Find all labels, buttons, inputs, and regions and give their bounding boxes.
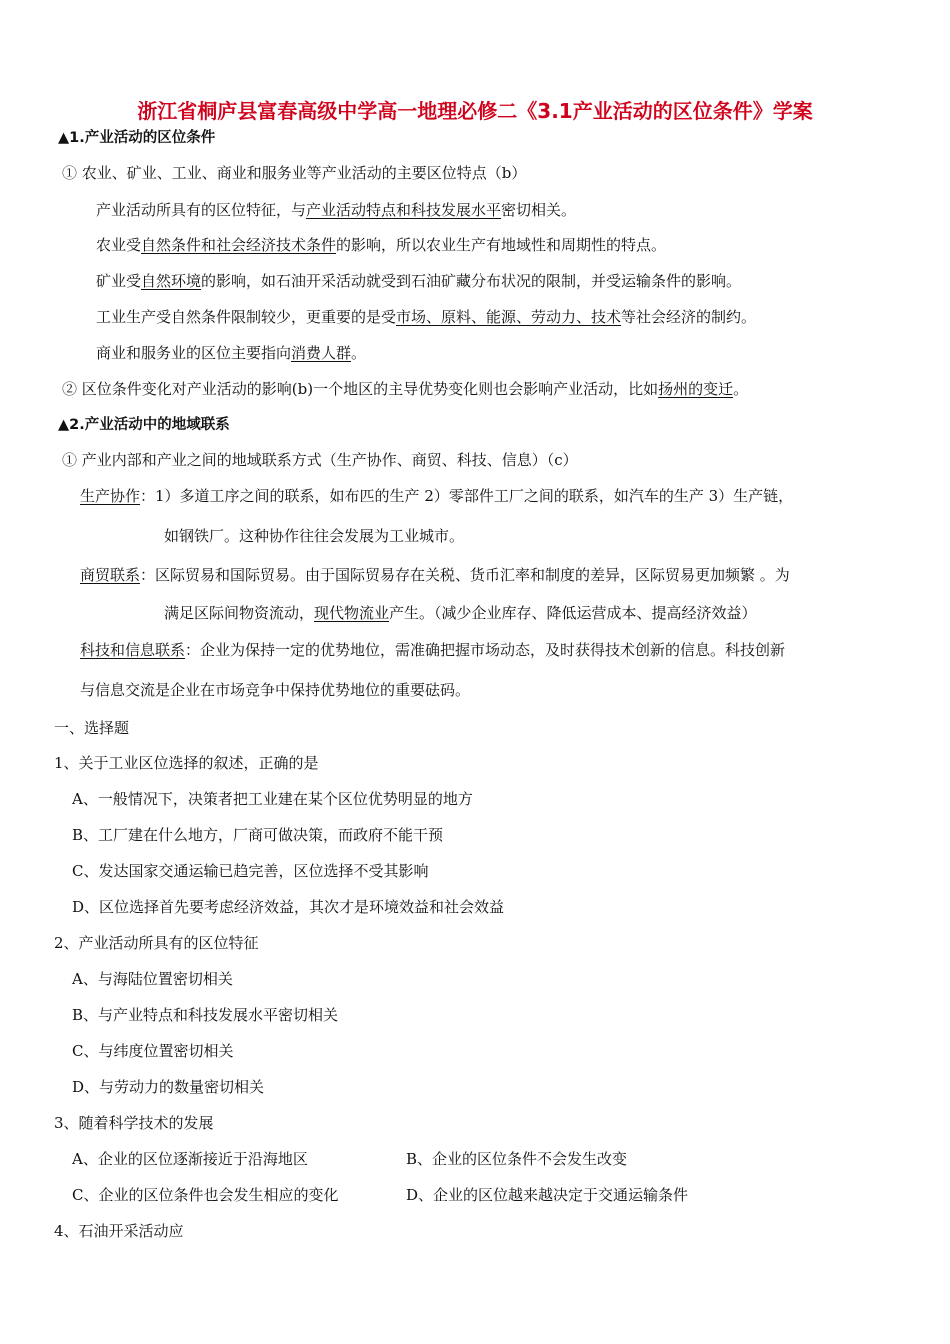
- question-3-option-c: C、企业的区位条件也会发生相应的变化: [72, 1186, 339, 1204]
- underlined-term: 自然条件和社会经济技术条件: [141, 236, 337, 254]
- section-2-production-cooperation-cont: 如钢铁厂。这种协作往往会发展为工业城市。: [164, 527, 465, 545]
- section-1-heading: ▲1.产业活动的区位条件: [58, 130, 216, 146]
- section-1-point-1: ① 农业、矿业、工业、商业和服务业等产业活动的主要区位特点（b）: [62, 164, 527, 182]
- section-2-trade-links: [80, 565, 790, 585]
- question-1-option-b: B、工厂建在什么地方，厂商可做决策，而政府不能干预: [72, 826, 444, 844]
- question-3-option-d: D、企业的区位越来越决定于交通运输条件: [406, 1186, 689, 1204]
- question-2-option-c: C、与纬度位置密切相关: [72, 1042, 234, 1060]
- underlined-term: 现代物流业: [314, 604, 390, 622]
- section-2-tech-info-links-cont: 与信息交流是企业在市场竞争中保持优势地位的重要砝码。: [80, 681, 471, 699]
- text-segment: 农业受: [96, 236, 142, 254]
- underlined-term: 科技和信息联系: [80, 641, 186, 659]
- section-1-para-mining: [96, 271, 741, 291]
- text-segment: 的影响，所以农业生产有地域性和周期性的特点。: [336, 236, 667, 254]
- text-segment: 密切相关。: [501, 201, 577, 219]
- section-2-tech-info-links: [80, 640, 785, 660]
- section-1-para-industry-features: [96, 200, 576, 220]
- section-2-heading: ▲2.产业活动中的地域联系: [58, 417, 230, 433]
- question-2-option-b: B、与产业特点和科技发展水平密切相关: [72, 1006, 339, 1024]
- text-segment: 产生。（减少企业库存、降低运营成本、提高经济效益）: [389, 604, 757, 622]
- text-segment: ② 区位条件变化对产业活动的影响(b)一个地区的主导优势变化则也会影响产业活动，比如: [62, 380, 659, 398]
- question-4-stem: 4、石油开采活动应: [54, 1222, 184, 1240]
- underlined-term: 生产协作: [80, 487, 141, 505]
- section-1-para-industry: [96, 307, 756, 327]
- text-segment: 满足区际间物资流动，: [164, 604, 315, 622]
- text-segment: ：企业为保持一定的优势地位，需准确把握市场动态，及时获得技术创新的信息。科技创新: [185, 641, 786, 659]
- section-2-trade-links-cont: [164, 603, 757, 623]
- underlined-term: 商贸联系: [80, 566, 141, 584]
- exercise-heading: 一、选择题: [54, 719, 130, 737]
- text-segment: 产业活动所具有的区位特征，与: [96, 201, 307, 219]
- underlined-term: 消费人群: [291, 344, 352, 362]
- question-1-option-a: A、一般情况下，决策者把工业建在某个区位优势明显的地方: [72, 790, 473, 808]
- underlined-term: 扬州的变迁: [658, 380, 734, 398]
- text-segment: ：1）多道工序之间的联系，如布匹的生产 2）零部件工厂之间的联系，如汽车的生产 3）生产链，: [140, 487, 794, 505]
- text-segment: 等社会经济的制约。: [621, 308, 757, 326]
- text-segment: 。: [351, 344, 367, 362]
- question-3-option-a: A、企业的区位逐渐接近于沿海地区: [72, 1150, 308, 1168]
- text-segment: ：区际贸易和国际贸易。由于国际贸易存在关税、货币汇率和制度的差异，区际贸易更加频繁 。为: [140, 566, 790, 584]
- question-2-stem: 2、产业活动所具有的区位特征: [54, 934, 259, 952]
- text-segment: 的影响，如石油开采活动就受到石油矿藏分布状况的限制，并受运输条件的影响。: [201, 272, 742, 290]
- underlined-term: 产业活动特点和科技发展水平: [306, 201, 502, 219]
- text-segment: 工业生产受自然条件限制较少，更重要的是受: [96, 308, 397, 326]
- question-2-option-d: D、与劳动力的数量密切相关: [72, 1078, 265, 1096]
- question-1-option-d: D、区位选择首先要考虑经济效益，其次才是环境效益和社会效益: [72, 898, 505, 916]
- text-segment: 矿业受: [96, 272, 142, 290]
- underlined-term: 市场、原料、能源、劳动力、技术: [396, 308, 622, 326]
- text-segment: 商业和服务业的区位主要指向: [96, 344, 292, 362]
- section-2-production-cooperation: [80, 486, 793, 506]
- section-1-point-2: [62, 379, 748, 399]
- question-3-stem: 3、随着科学技术的发展: [54, 1114, 214, 1132]
- underlined-term: 自然环境: [141, 272, 202, 290]
- section-1-para-commerce: [96, 343, 366, 363]
- section-1-para-agriculture: [96, 235, 666, 255]
- page-title: 浙江省桐庐县富春高级中学高一地理必修二《3.1产业活动的区位条件》学案: [137, 99, 813, 123]
- section-2-point-1: ① 产业内部和产业之间的地域联系方式（生产协作、商贸、科技、信息）（c）: [62, 451, 578, 469]
- question-3-option-b: B、企业的区位条件不会发生改变: [406, 1150, 628, 1168]
- text-segment: 。: [733, 380, 749, 398]
- question-2-option-a: A、与海陆位置密切相关: [72, 970, 233, 988]
- question-1-stem: 1、关于工业区位选择的叙述，正确的是: [54, 754, 319, 772]
- question-1-option-c: C、发达国家交通运输已趋完善，区位选择不受其影响: [72, 862, 429, 880]
